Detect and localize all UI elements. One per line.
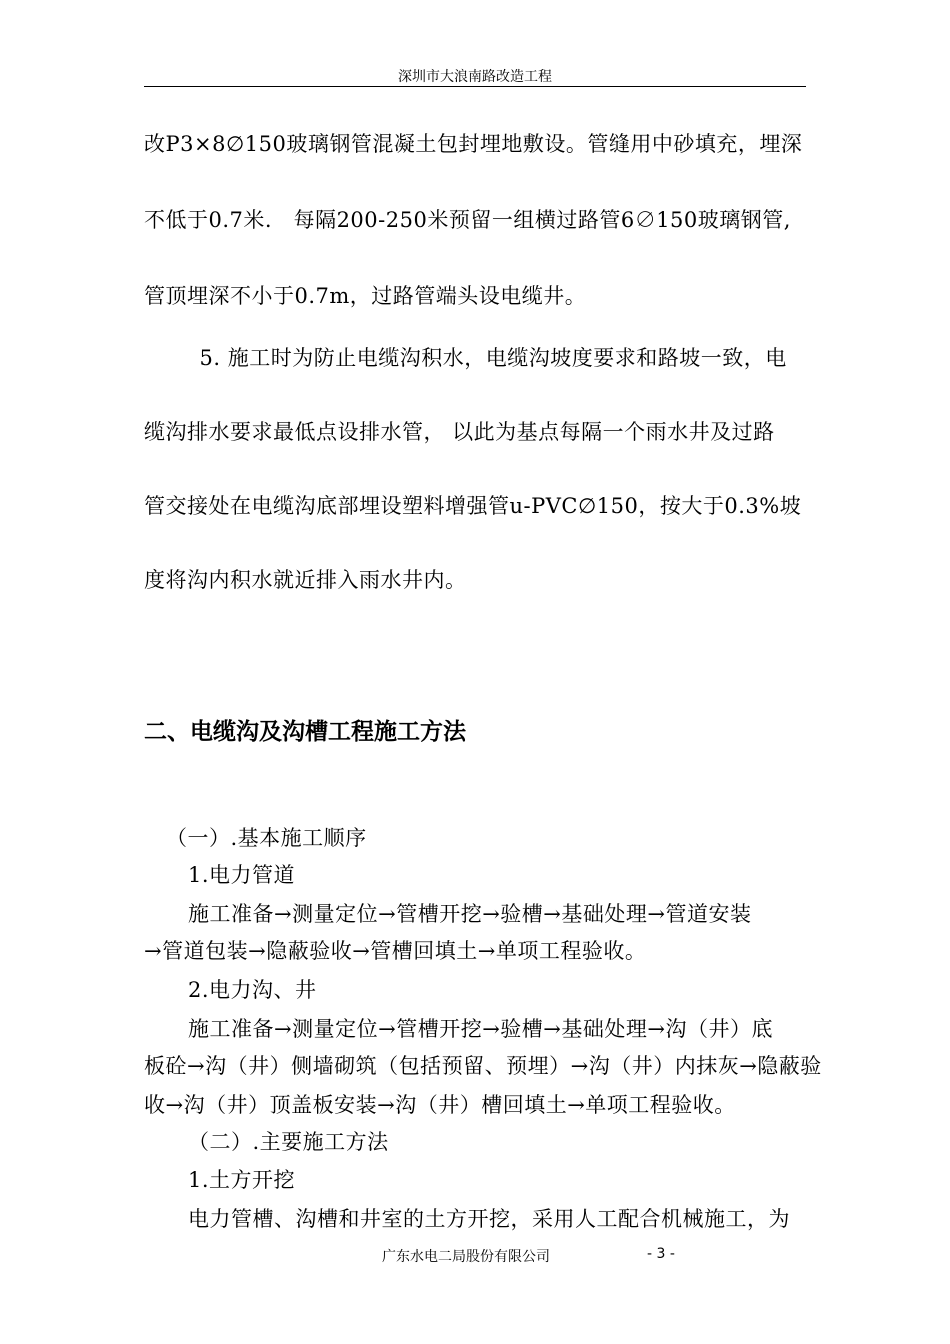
item-title: 2.电力沟、井 [188, 978, 317, 1002]
paragraph-line: 改P3×8∅150玻璃钢管混凝土包封埋地敷设。管缝用中砂填充，埋深 [144, 132, 803, 156]
item-title: 1.电力管道 [188, 863, 296, 887]
page-header-title: 深圳市大浪南路改造工程 [398, 69, 552, 85]
subheading: （二）.主要施工方法 [188, 1130, 389, 1154]
paragraph-line: 管顶埋深不小于0.7m，过路管端头设电缆井。 [144, 284, 587, 308]
header-divider [144, 86, 806, 87]
paragraph-line: 管交接处在电缆沟底部埋设塑料增强管u-PVC∅150，按大于0.3%坡 [144, 494, 802, 518]
paragraph-line: 施工准备→测量定位→管槽开挖→验槽→基础处理→管道安装 [188, 902, 752, 926]
paragraph-line: 度将沟内积水就近排入雨水井内。 [144, 568, 467, 592]
item-title: 1.土方开挖 [188, 1168, 296, 1192]
paragraph-line: 不低于0.7米. 每隔200-250米预留一组横过路管6∅150玻璃钢管, [144, 208, 791, 232]
paragraph-line: 施工准备→测量定位→管槽开挖→验槽→基础处理→沟（井）底 [188, 1017, 773, 1041]
footer-page-number: - 3 - [647, 1246, 675, 1262]
paragraph-line: 5. 施工时为防止电缆沟积水，电缆沟坡度要求和路坡一致，电 [178, 346, 787, 370]
paragraph-line: 电力管槽、沟槽和井室的土方开挖，采用人工配合机械施工，为 [188, 1207, 790, 1231]
section-heading: 二、电缆沟及沟槽工程施工方法 [144, 719, 466, 745]
footer-company: 广东水电二局股份有限公司 [382, 1249, 550, 1265]
paragraph-line: 板砼→沟（井）侧墙砌筑（包括预留、预埋）→沟（井）内抹灰→隐蔽验 [144, 1054, 822, 1078]
paragraph-line: 收→沟（井）顶盖板安装→沟（井）槽回填土→单项工程验收。 [144, 1093, 736, 1117]
subheading: （一）.基本施工顺序 [166, 826, 367, 850]
paragraph-line: 缆沟排水要求最低点设排水管， 以此为基点每隔一个雨水井及过路 [144, 420, 775, 444]
paragraph-line: →管道包装→隐蔽验收→管槽回填土→单项工程验收。 [144, 939, 647, 963]
